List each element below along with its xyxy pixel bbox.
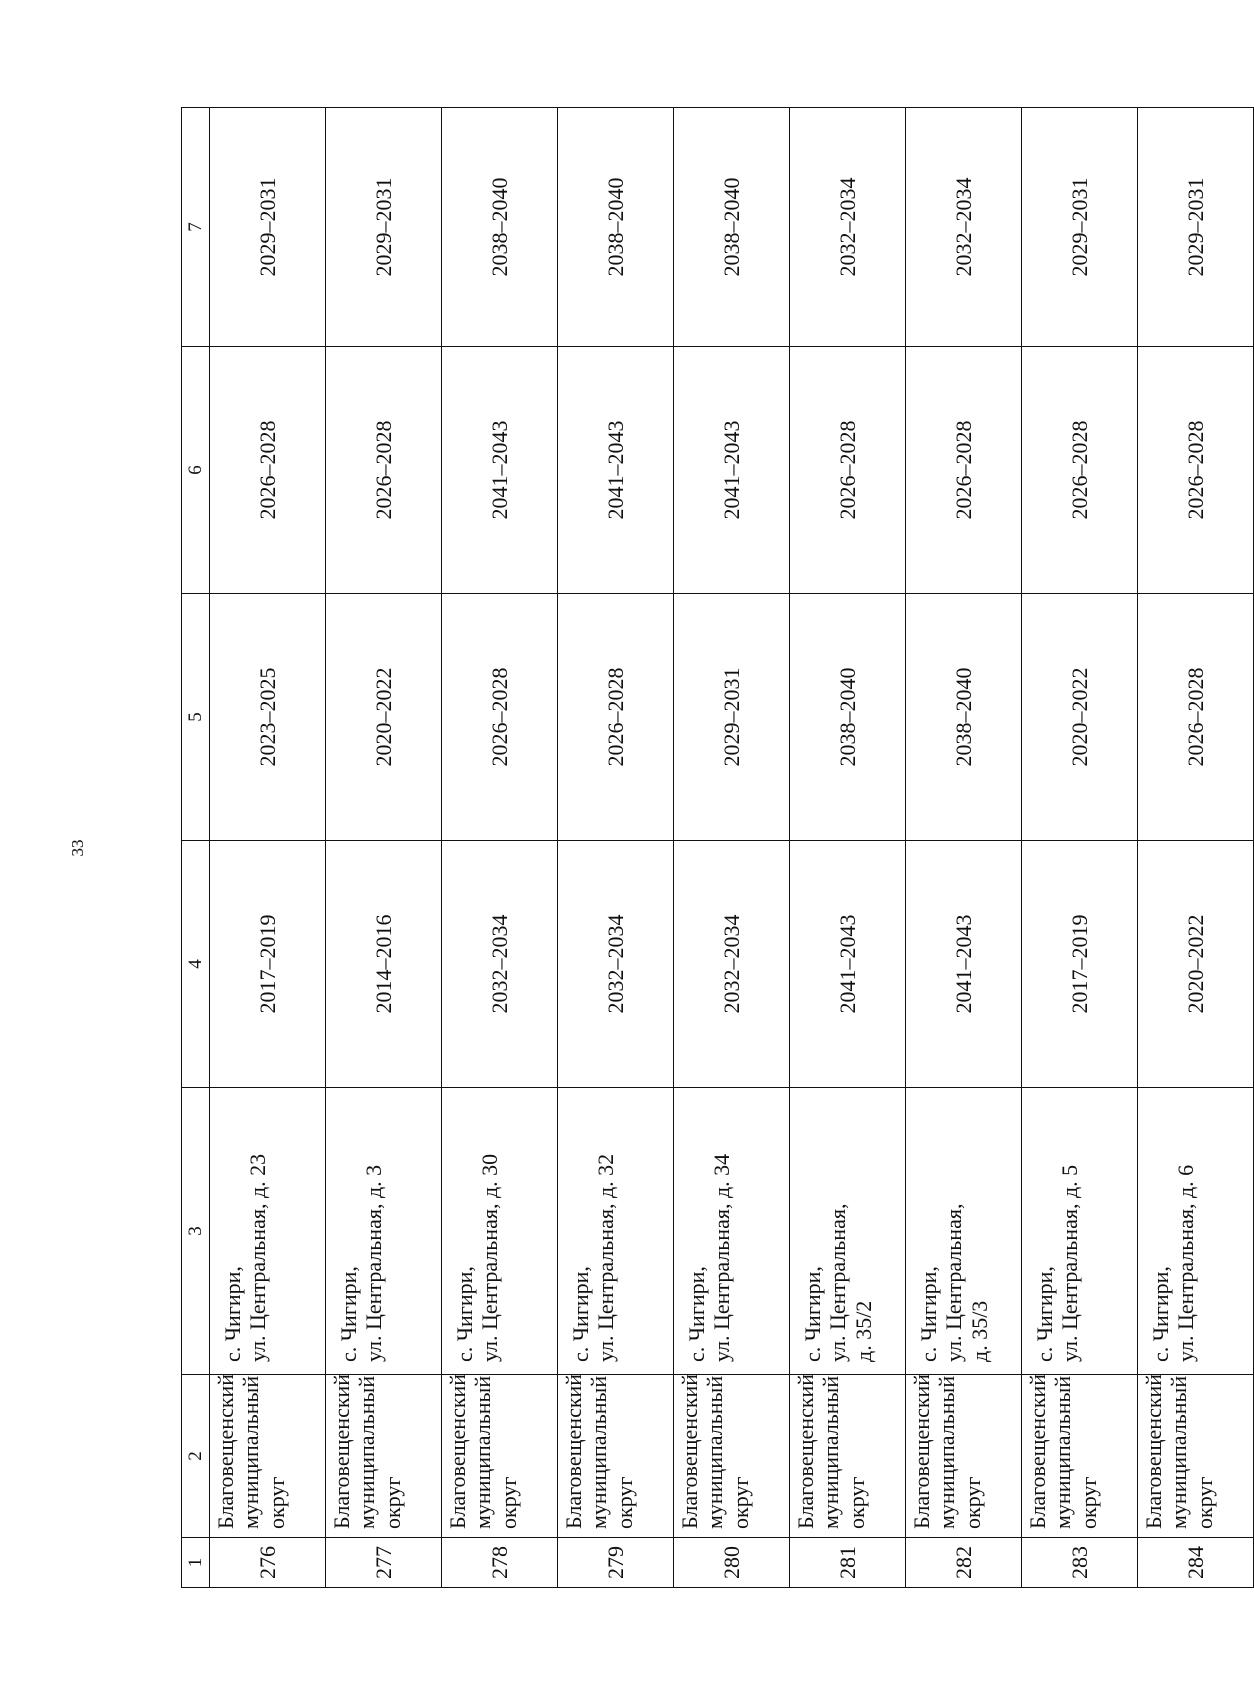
address-line: с. Чигири, <box>452 1266 477 1362</box>
header-row <box>182 108 210 1588</box>
district-line: Благовещенский <box>445 1373 470 1529</box>
period-cell-5: 2026–2028 <box>558 594 674 841</box>
period-cell-6: 2041–2043 <box>674 347 790 594</box>
column-header-1: 1 <box>182 1538 210 1588</box>
address-cell <box>674 1088 790 1375</box>
district-line: муниципальный <box>1050 1375 1076 1529</box>
address-line: ул. Центральная, д. 32 <box>593 1153 619 1362</box>
district-cell <box>326 1375 442 1538</box>
district-line: округ <box>843 1476 869 1529</box>
address-cell <box>442 1088 558 1375</box>
address-cell <box>1022 1088 1138 1375</box>
period-cell-4: 2017–2019 <box>210 841 326 1088</box>
period-cell-4: 2032–2034 <box>674 841 790 1088</box>
column-header-2: 2 <box>182 1375 210 1538</box>
district-line: округ <box>1191 1476 1217 1529</box>
column-header-4: 4 <box>182 841 210 1088</box>
period-cell-7: 2038–2040 <box>442 108 558 347</box>
district-line: Благовещенский <box>909 1373 934 1529</box>
address-line: д. 35/3 <box>966 1300 992 1362</box>
period-cell-7: 2029–2031 <box>1138 108 1254 347</box>
period-cell-4: 2032–2034 <box>442 841 558 1088</box>
period-cell-6: 2026–2028 <box>326 347 442 594</box>
address-line: с. Чигири, <box>1148 1266 1173 1362</box>
period-cell-7: 2032–2034 <box>906 108 1022 347</box>
district-line: Благовещенский <box>793 1373 818 1529</box>
period-cell-4: 2020–2022 <box>1138 841 1254 1088</box>
period-cell-6: 2026–2028 <box>1022 347 1138 594</box>
period-cell-5: 2023–2025 <box>210 594 326 841</box>
row-number: 284 <box>1138 1538 1254 1588</box>
period-cell-4: 2041–2043 <box>906 841 1022 1088</box>
period-cell-5: 2020–2022 <box>326 594 442 841</box>
district-line: муниципальный <box>470 1375 496 1529</box>
period-cell-5: 2038–2040 <box>906 594 1022 841</box>
district-line: Благовещенский <box>213 1373 238 1529</box>
period-cell-5: 2038–2040 <box>790 594 906 841</box>
period-cell-6: 2026–2028 <box>906 347 1022 594</box>
district-cell <box>210 1375 326 1538</box>
address-cell <box>326 1088 442 1375</box>
address-line: с. Чигири, <box>684 1266 709 1362</box>
table-row <box>558 108 674 1588</box>
period-cell-7: 2029–2031 <box>326 108 442 347</box>
district-line: округ <box>263 1476 289 1529</box>
period-cell-6: 2026–2028 <box>790 347 906 594</box>
table-row <box>442 108 558 1588</box>
column-header-5: 5 <box>182 594 210 841</box>
column-header-6: 6 <box>182 347 210 594</box>
period-cell-4: 2017–2019 <box>1022 841 1138 1088</box>
district-line: Благовещенский <box>677 1373 702 1529</box>
address-line: с. Чигири, <box>336 1266 361 1362</box>
row-number: 278 <box>442 1538 558 1588</box>
district-line: Благовещенский <box>1025 1373 1050 1529</box>
district-line: Благовещенский <box>561 1373 586 1529</box>
period-cell-4: 2032–2034 <box>558 841 674 1088</box>
row-number: 281 <box>790 1538 906 1588</box>
address-line: ул. Центральная, <box>825 1203 851 1362</box>
address-line: с. Чигири, <box>1032 1266 1057 1362</box>
address-cell <box>1138 1088 1254 1375</box>
address-line: ул. Центральная, <box>941 1203 967 1362</box>
district-cell <box>1022 1375 1138 1538</box>
district-line: муниципальный <box>238 1375 264 1529</box>
table-row <box>790 108 906 1588</box>
period-cell-7: 2032–2034 <box>790 108 906 347</box>
address-line: с. Чигири, <box>800 1266 825 1362</box>
row-number: 277 <box>326 1538 442 1588</box>
row-number: 282 <box>906 1538 1022 1588</box>
district-line: округ <box>379 1476 405 1529</box>
district-line: округ <box>1075 1476 1101 1529</box>
district-cell <box>442 1375 558 1538</box>
period-cell-4: 2041–2043 <box>790 841 906 1088</box>
period-cell-7: 2029–2031 <box>1022 108 1138 347</box>
period-cell-7: 2038–2040 <box>674 108 790 347</box>
row-number: 279 <box>558 1538 674 1588</box>
address-line: ул. Центральная, д. 3 <box>361 1164 387 1362</box>
address-cell <box>210 1088 326 1375</box>
district-line: муниципальный <box>354 1375 380 1529</box>
period-cell-6: 2026–2028 <box>210 347 326 594</box>
column-header-7: 7 <box>182 108 210 347</box>
page-number: 33 <box>68 839 87 857</box>
district-cell <box>906 1375 1022 1538</box>
address-line: с. Чигири, <box>916 1266 941 1362</box>
address-line: с. Чигири, <box>220 1266 245 1362</box>
schedule-table <box>181 107 1254 1588</box>
address-line: ул. Центральная, д. 30 <box>477 1153 503 1362</box>
period-cell-5: 2029–2031 <box>674 594 790 841</box>
column-header-3: 3 <box>182 1088 210 1375</box>
address-line: ул. Центральная, д. 5 <box>1057 1164 1083 1362</box>
table-row <box>326 108 442 1588</box>
district-line: Благовещенский <box>1141 1373 1166 1529</box>
district-cell <box>1138 1375 1254 1538</box>
district-cell <box>790 1375 906 1538</box>
address-cell <box>790 1088 906 1375</box>
district-line: муниципальный <box>702 1375 728 1529</box>
address-line: д. 35/2 <box>850 1300 876 1362</box>
period-cell-5: 2026–2028 <box>442 594 558 841</box>
period-cell-4: 2014–2016 <box>326 841 442 1088</box>
table-row <box>1022 108 1138 1588</box>
row-number: 280 <box>674 1538 790 1588</box>
table-row <box>1138 108 1254 1588</box>
district-line: округ <box>495 1476 521 1529</box>
period-cell-6: 2026–2028 <box>1138 347 1254 594</box>
address-cell <box>906 1088 1022 1375</box>
period-cell-7: 2038–2040 <box>558 108 674 347</box>
district-line: округ <box>959 1476 985 1529</box>
address-cell <box>558 1088 674 1375</box>
district-line: муниципальный <box>586 1375 612 1529</box>
address-line: ул. Центральная, д. 6 <box>1173 1164 1199 1362</box>
row-number: 283 <box>1022 1538 1138 1588</box>
address-line: ул. Центральная, д. 34 <box>709 1153 735 1362</box>
district-line: округ <box>727 1476 753 1529</box>
period-cell-5: 2026–2028 <box>1138 594 1254 841</box>
district-cell <box>674 1375 790 1538</box>
table-row <box>906 108 1022 1588</box>
table-frame <box>181 108 1217 1588</box>
address-line: ул. Центральная, д. 23 <box>245 1153 271 1362</box>
table-body <box>210 108 1254 1588</box>
address-line: с. Чигири, <box>568 1266 593 1362</box>
table-row <box>210 108 326 1588</box>
district-line: муниципальный <box>1166 1375 1192 1529</box>
period-cell-6: 2041–2043 <box>558 347 674 594</box>
table-row <box>674 108 790 1588</box>
district-cell <box>558 1375 674 1538</box>
period-cell-6: 2041–2043 <box>442 347 558 594</box>
period-cell-5: 2020–2022 <box>1022 594 1138 841</box>
row-number: 276 <box>210 1538 326 1588</box>
district-line: муниципальный <box>818 1375 844 1529</box>
district-line: Благовещенский <box>329 1373 354 1529</box>
period-cell-7: 2029–2031 <box>210 108 326 347</box>
district-line: муниципальный <box>934 1375 960 1529</box>
district-line: округ <box>611 1476 637 1529</box>
